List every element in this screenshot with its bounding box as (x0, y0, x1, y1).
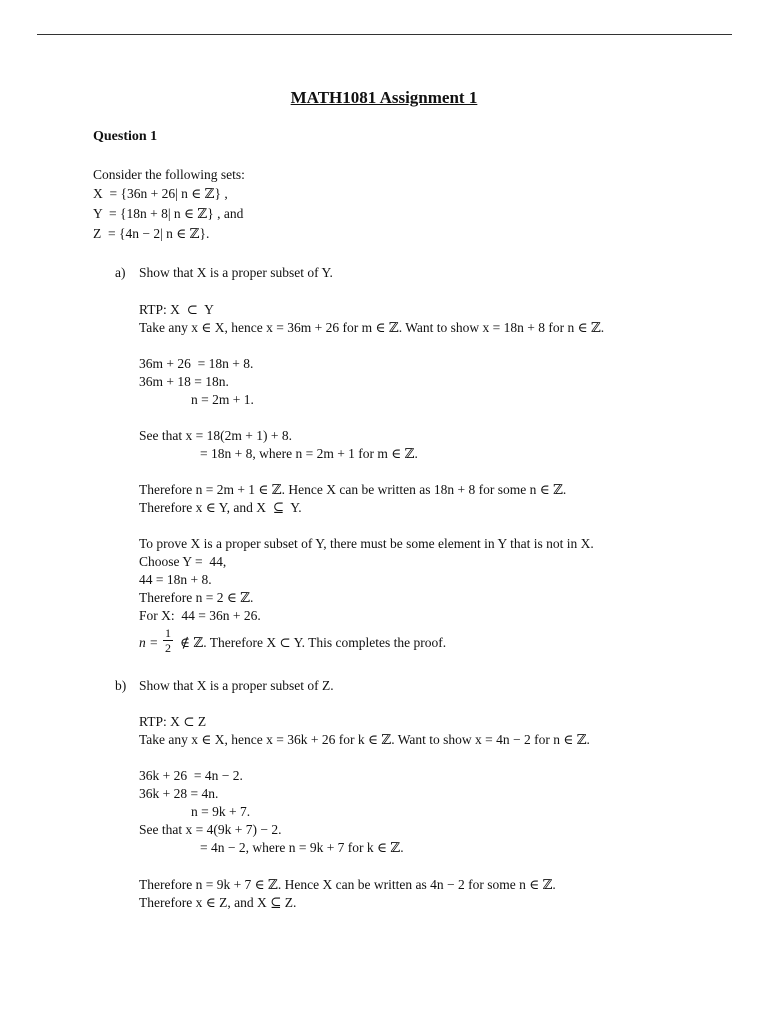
part-a-line: Therefore n = 2m + 1 ∈ ℤ. Hence X can be written as 18n + 8 for some n ∈ ℤ. (139, 482, 567, 497)
part-b-line: Therefore n = 9k + 7 ∈ ℤ. Hence X can be written as 4n − 2 for some n ∈ ℤ. (139, 877, 556, 892)
part-b-line: Take any x ∈ X, hence x = 36k + 26 for k ∈ ℤ. Want to show x = 4n − 2 for n ∈ ℤ. (139, 732, 590, 747)
part-a-line: See that x = 18(2m + 1) + 8. (139, 428, 292, 443)
part-a-line: For X: 44 = 36n + 26. (139, 608, 261, 623)
part-a-line: n = 2m + 1. (191, 392, 254, 407)
part-a-line: Therefore x ∈ Y, and X ⊆ Y. (139, 500, 302, 515)
part-a-rtp: RTP: X ⊂ Y (139, 302, 214, 317)
part-b-label: b) (115, 678, 127, 693)
part-a-line: 44 = 18n + 8. (139, 572, 212, 587)
part-b-line: Therefore x ∈ Z, and X ⊆ Z. (139, 895, 297, 910)
fraction-denominator: 2 (165, 641, 171, 655)
set-y-definition: Y = {18n + 8| n ∈ ℤ} , and (93, 206, 244, 221)
part-b-prompt: Show that X is a proper subset of Z. (139, 678, 334, 693)
part-b-line: = 4n − 2, where n = 9k + 7 for k ∈ ℤ. (200, 840, 404, 855)
fraction-one-half (162, 626, 174, 655)
part-a-line: To prove X is a proper subset of Y, there must be some element in Y that is not in X. (139, 536, 594, 551)
part-b-rtp: RTP: X ⊂ Z (139, 714, 207, 729)
part-a-line: 36m + 18 = 18n. (139, 374, 229, 389)
part-a-line: Take any x ∈ X, hence x = 36m + 26 for m ∈ ℤ. Want to show x = 18n + 8 for n ∈ ℤ. (139, 320, 605, 335)
set-x-definition: X = {36n + 26| n ∈ ℤ} , (93, 186, 228, 201)
part-b-line: 36k + 28 = 4n. (139, 786, 219, 801)
question-heading: Question 1 (93, 129, 158, 144)
part-a-line: 36m + 26 = 18n + 8. (139, 356, 254, 371)
fraction-conclusion: ∉ ℤ. Therefore X ⊂ Y. This completes the proof. (180, 635, 447, 650)
intro-text: Consider the following sets: (93, 167, 245, 182)
fraction-lhs: n = (139, 635, 159, 650)
part-a-line: Choose Y = 44, (139, 554, 227, 569)
header-rule (37, 34, 732, 35)
part-a-prompt: Show that X is a proper subset of Y. (139, 265, 333, 280)
part-b-line: n = 9k + 7. (191, 804, 251, 819)
document-title: MATH1081 Assignment 1 (290, 88, 478, 107)
part-b-line: 36k + 26 = 4n − 2. (139, 768, 243, 783)
part-a-label: a) (115, 265, 126, 280)
part-a-line: = 18n + 8, where n = 2m + 1 for m ∈ ℤ. (200, 446, 418, 461)
fraction-numerator: 1 (165, 626, 171, 640)
part-a-line: Therefore n = 2 ∈ ℤ. (139, 590, 254, 605)
set-z-definition: Z = {4n − 2| n ∈ ℤ}. (93, 226, 210, 241)
part-b-line: See that x = 4(9k + 7) − 2. (139, 822, 282, 837)
